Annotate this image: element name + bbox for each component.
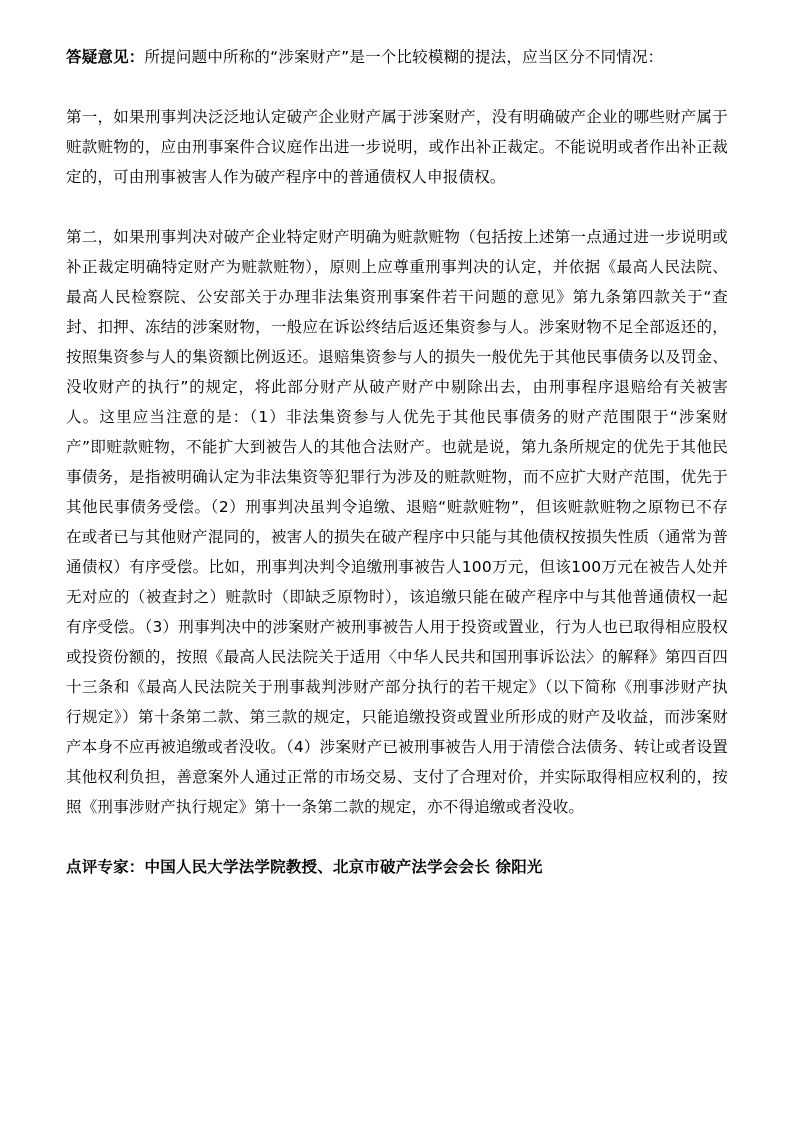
paragraph-first: 第一，如果刑事判决泛泛地认定破产企业财产属于涉案财产，没有明确破产企业的哪些财产属于赃款赃物的，应由刑事案件合议庭作出进一步说明，或作出补正裁定。不能说明或者作出补正裁定的，可由刑事被害人作为破产程序中的普通债权人申报债权。 xyxy=(66,108,728,186)
reviewer-line: 点评专家：中国人民大学法学院教授、北京市破产法学会会长 徐阳光 xyxy=(66,858,543,876)
answer-intro: 所提问题中所称的“涉案财产”是一个比较模糊的提法，应当区分不同情况： xyxy=(144,48,664,66)
paragraph-gap xyxy=(66,192,728,222)
document-page xyxy=(66,42,728,882)
paragraph-gap xyxy=(66,72,728,102)
paragraph-gap xyxy=(66,822,728,852)
answer-paragraph xyxy=(66,42,728,72)
answer-label: 答疑意见： xyxy=(66,48,145,66)
paragraph-second: 第二，如果刑事判决对破产企业特定财产明确为赃款赃物（包括按上述第一点通过进一步说明或补正裁定明确特定财产为赃款赃物），原则上应尊重刑事判决的认定，并依据《最高人民法院、最高人民检察院、公安部关于办理非法集资刑事案件若干问题的意见》第九条第四款关于“查封、扣押、冻结的涉案财物，一般应在诉讼终结后返还集资参与人。涉案财物不足全部返还的，按照集资参与人的集资额比例返还。退赔集资参与人的损失一般优先于其他民事债务以及罚金、没收财产的执行”的规定，将此部分财产从破产财产中剔除出去，由刑事程序退赔给有关被害人。这里应当注意的是：（1）非法集资参与人优先于其他民事债务的财产范围限于“涉案财产”即赃款赃物，不能扩大到被告人的其他合法财产。也就是说，第九条所规定的优先于其他民事债务，是指被明确认定为非法集资等犯罪行为涉及的赃款赃物，而不应扩大财产范围，优先于其他民事债务受偿。（2）刑事判决虽判令追缴、退赔“赃款赃物”，但该赃款赃物之原物已不存在或者已与其他财产混同的，被害人的损失在破产程序中只能与其他债权按损失性质（通常为普通债权）有序受偿。比如，刑事判决判令追缴刑事被告人100万元，但该100万元在被告人处并无对应的（被查封之）赃款时（即缺乏原物时），该追缴只能在破产程序中与其他普通债权一起有序受偿。（3）刑事判决中的涉案财产被刑事被告人用于投资或置业，行为人也已取得相应股权或投资份额的，按照《最高人民法院关于适用〈中华人民共和国刑事诉讼法〉的解释》第四百四十三条和《最高人民法院关于刑事裁判涉财产部分执行的若干规定》（以下简称《刑事涉财产执行规定》）第十条第二款、第三款的规定，只能追缴投资或置业所形成的财产及收益，而涉案财产本身不应再被追缴或者没收。（4）涉案财产已被刑事被告人用于清偿合法债务、转让或者设置其他权利负担，善意案外人通过正常的市场交易、支付了合理对价，并实际取得相应权利的，按照《刑事涉财产执行规定》第十一条第二款的规定，亦不得追缴或者没收。 xyxy=(66,228,728,816)
